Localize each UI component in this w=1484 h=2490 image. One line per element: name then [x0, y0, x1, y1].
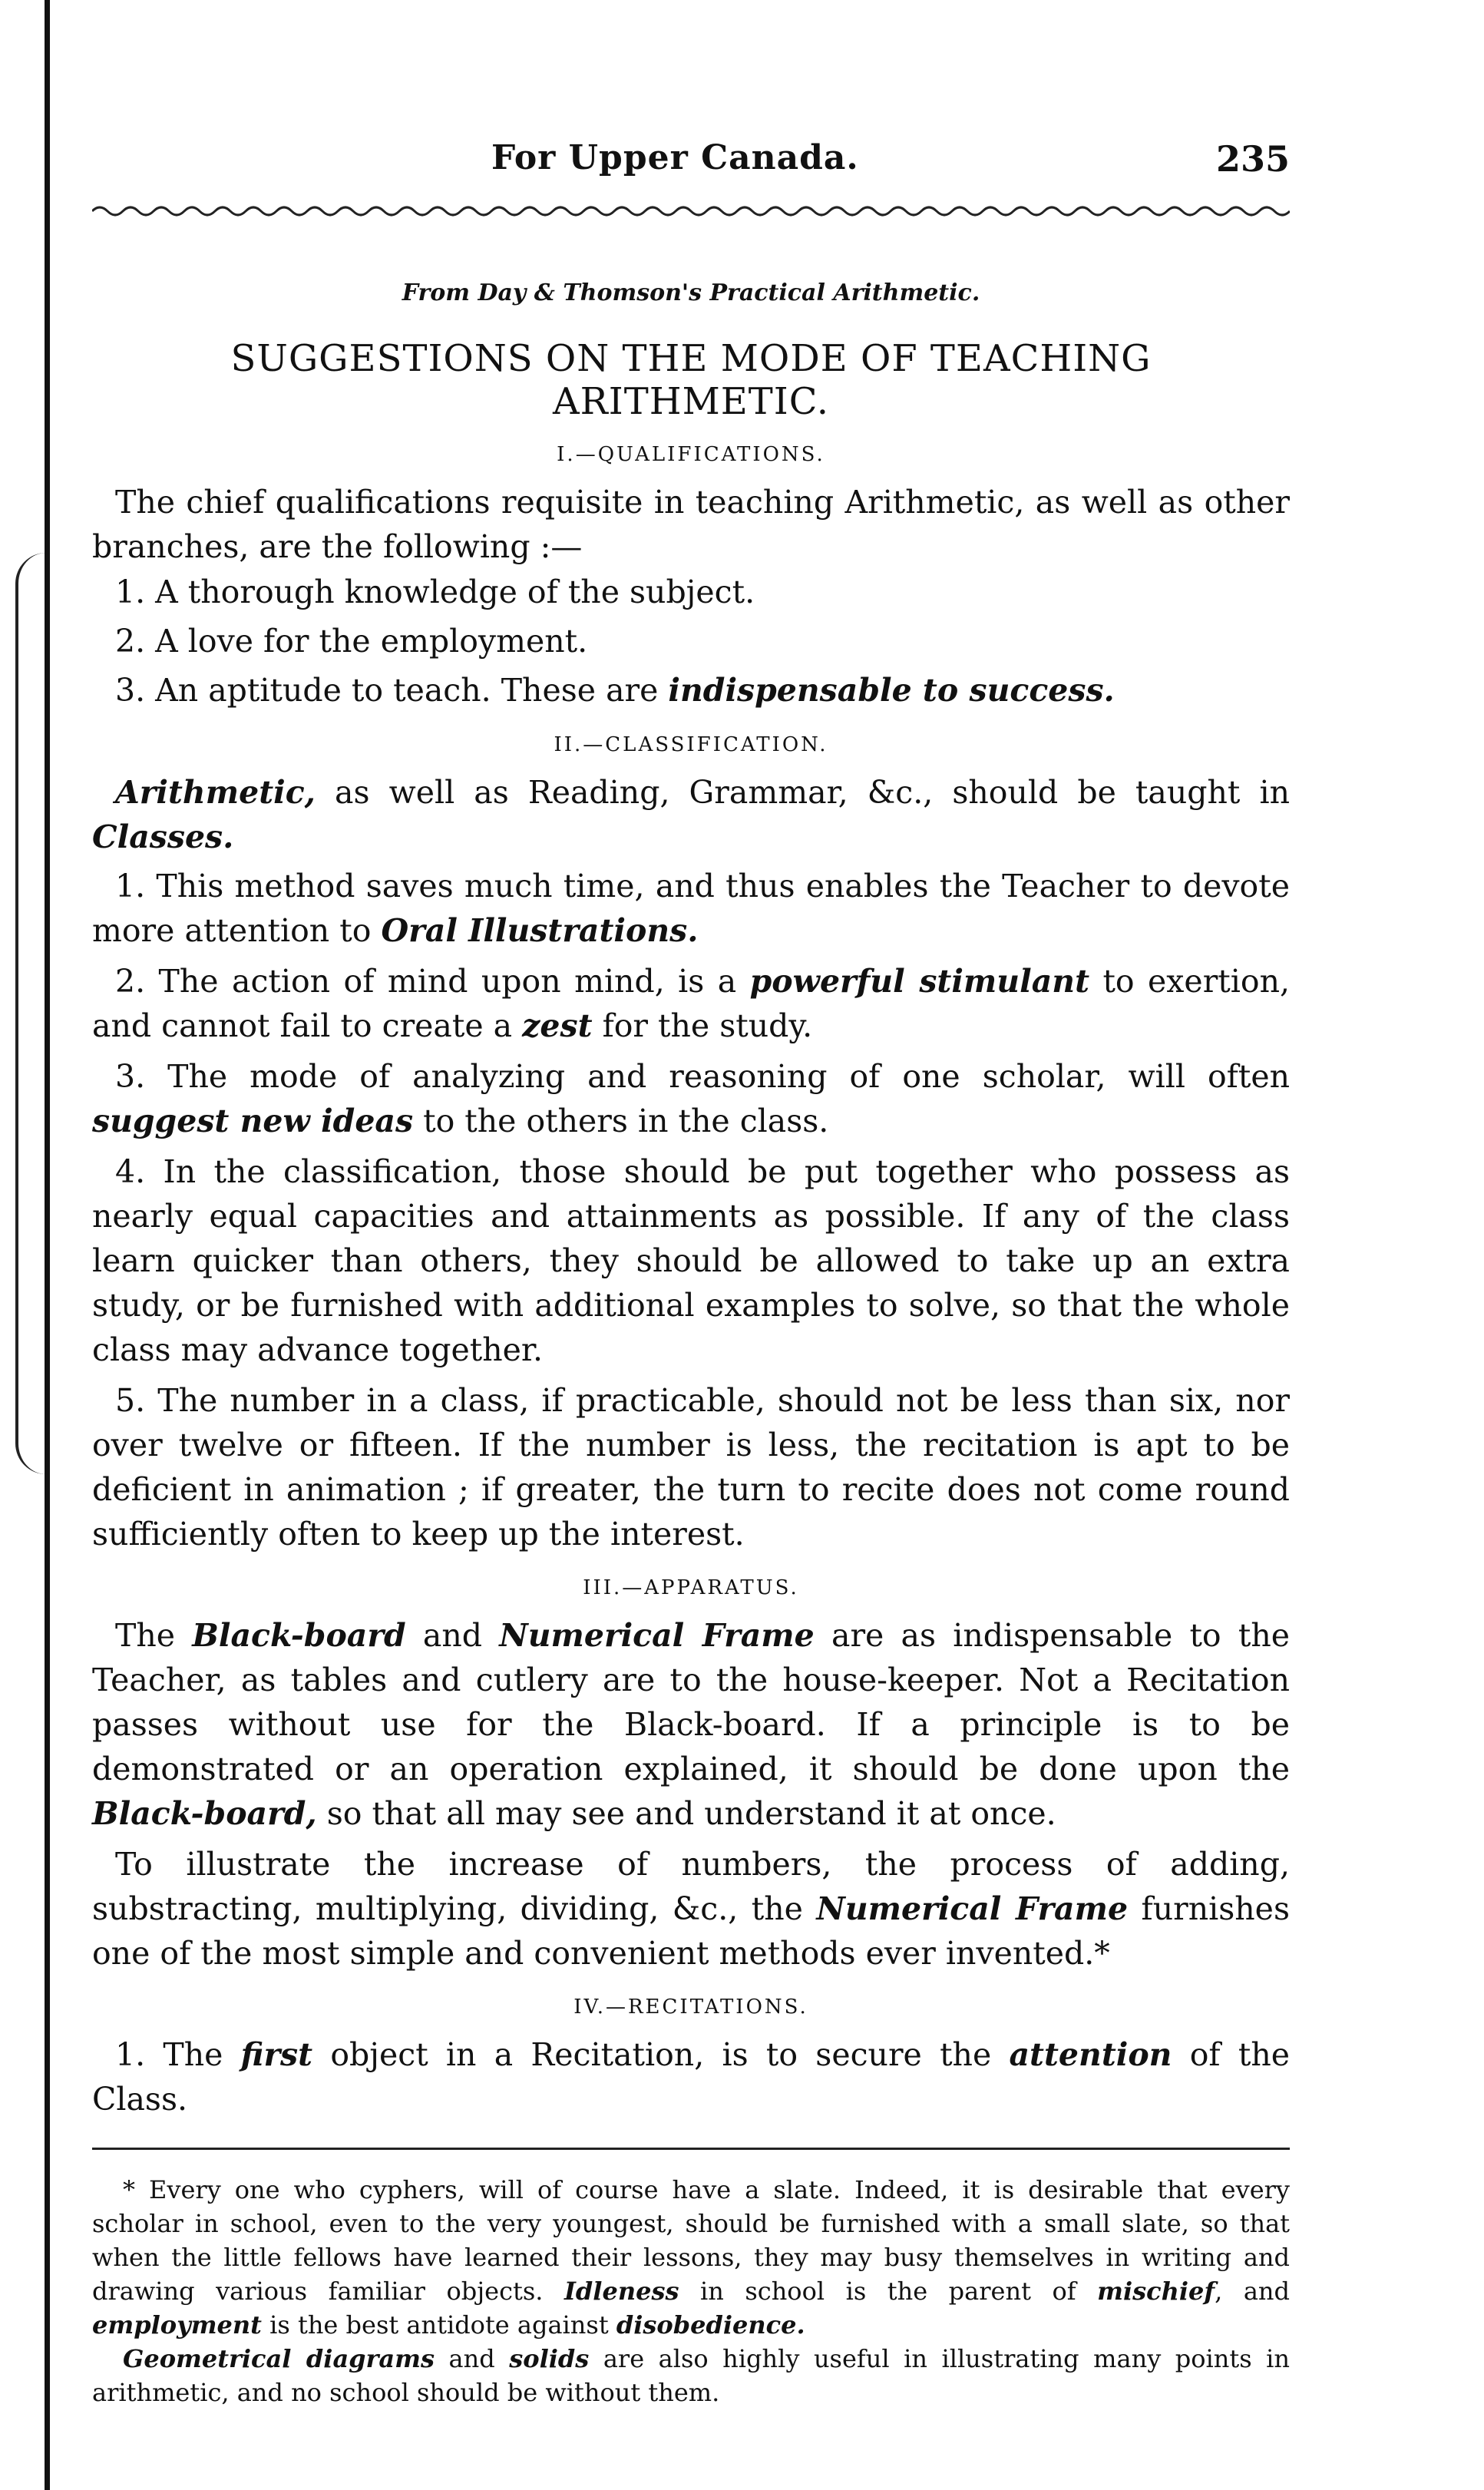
footnote-p1-text-a: * Every one who cyphers, will of course have a slate. Indeed, it is desirable that every scholar in school, even to the very youngest, should be furnished with a small slate, so that when the little fellows have learned their lessons, they may busy themselves in writing and drawing various familiar objects. [92, 2175, 1290, 2306]
classification-point-2-emph-b: zest [522, 1007, 593, 1044]
page-curve-shadow [15, 553, 49, 1474]
apparatus-p1-text-b: and [405, 1617, 500, 1654]
classification-point-2-text-c: for the study. [592, 1007, 813, 1044]
wavy-rule [92, 200, 1290, 223]
apparatus-paragraph-2 [92, 1842, 1290, 1976]
apparatus-p1-text-c: are as indispensable to the Teacher, as tables and cutlery are to the house-keeper. Not a Recitation passes without use for the Black-board. If a principle is to be demonstrated or an operation explained, it should be done upon the [92, 1617, 1290, 1787]
classification-point-1-text: 1. This method saves much time, and thus enables the Teacher to devote more attention to [92, 868, 1290, 949]
qualification-item-2: 2. A love for the employment. [115, 623, 588, 660]
footnote-p1-text-d: is the best antidote against [261, 2310, 616, 2340]
source-line: From Day & Thomson's Practical Arithmetic. [402, 279, 980, 306]
footnote-rule [92, 2148, 1290, 2150]
recitations-point-1 [92, 2032, 1290, 2121]
apparatus-p2-emph: Numerical Frame [816, 1890, 1129, 1927]
footnote-p1-emph-d: disobedience. [616, 2310, 805, 2340]
apparatus-p1-emph-c: Black-board, [92, 1795, 317, 1832]
footnote-p2-emph-b: solids [509, 2344, 590, 2373]
footnote-p1-emph-a: Idleness [564, 2277, 679, 2306]
qualifications-intro: The chief qualifications requisite in teaching Arithmetic, as well as other branches, are the following :— [92, 484, 1290, 565]
apparatus-p1-emph-a: Black-board [192, 1617, 406, 1654]
recitations-p1-text-a: 1. The [115, 2036, 241, 2073]
classification-intro [92, 770, 1290, 859]
classification-point-3 [92, 1054, 1290, 1143]
running-title: For Upper Canada. [491, 138, 859, 177]
classification-point-3-text-a: 3. The mode of analyzing and reasoning of one scholar, will often [115, 1058, 1290, 1095]
section-heading-recitations: IV.—RECITATIONS. [573, 1996, 808, 2019]
recitations-p1-emph-a: first [240, 2036, 313, 2073]
footnote-paragraph-1 [92, 2173, 1290, 2342]
classification-point-2-text-b: to exertion, and cannot fail to create a [92, 963, 1291, 1044]
page-number: 235 [1215, 138, 1290, 180]
qualification-item-1: 1. A thorough knowledge of the subject. [115, 574, 755, 610]
classification-point-2-text-a: 2. The action of mind upon mind, is a [115, 963, 750, 1000]
apparatus-paragraph-1 [92, 1613, 1290, 1836]
footnote-p1-emph-b: mischief [1097, 2277, 1215, 2306]
footnote-p1-text-b: in school is the parent of [679, 2277, 1098, 2306]
footnote-p1-text-c: , and [1215, 2277, 1290, 2306]
footnote-p2-text-b: are also highly useful in illustrating many points in arithmetic, and no school should be without them. [92, 2344, 1291, 2407]
apparatus-p2-text-a: To illustrate the increase of numbers, the process of adding, substracting, multiplying, dividing, &c., the [92, 1846, 1290, 1927]
footnote-p2-text-a: and [435, 2344, 510, 2373]
recitations-p1-text-c: of the Class. [92, 2036, 1291, 2118]
footnote-p1-emph-c: employment [92, 2310, 262, 2340]
footnote-p2-emph-a: Geometrical diagrams [123, 2344, 435, 2373]
recitations-p1-emph-b: attention [1009, 2036, 1172, 2073]
recitations-p1-text-b: object in a Recitation, is to secure the [312, 2036, 1010, 2073]
article-title: SUGGESTIONS ON THE MODE OF TEACHING ARITHMETIC. [230, 337, 1152, 423]
qualification-item-3-emphasis: indispensable to success. [668, 672, 1115, 709]
apparatus-p1-emph-b: Numerical Frame [499, 1617, 815, 1654]
classification-point-3-text-b: to the others in the class. [413, 1103, 829, 1139]
footnote-paragraph-2 [92, 2342, 1290, 2409]
apparatus-p2-text-b: furnishes one of the most simple and convenient methods ever invented.* [92, 1890, 1290, 1972]
classification-point-4: 4. In the classification, those should be put together who possess as nearly equal capacities and attainments as possible. If any of the class learn quicker than others, they should be allowed to take up an extra study, or be furnished with additional examples to solve, so that the whole class may advance together. [92, 1153, 1290, 1368]
apparatus-p1-text-d: so that all may see and understand it at once. [316, 1795, 1056, 1832]
classification-point-3-emph: suggest new ideas [92, 1103, 414, 1139]
classification-intro-emph-b: Classes. [92, 818, 234, 855]
page-content [92, 138, 1290, 2409]
classification-point-5: 5. The number in a class, if practicable, should not be less than six, nor over twelve or fifteen. If the number is less, the recitation is apt to be deficient in animation ; if greater, the turn to recite does not come round sufficiently often to keep up the interest. [92, 1382, 1290, 1553]
classification-point-2-emph-a: powerful stimulant [749, 963, 1090, 1000]
qualification-item-3-text: 3. An aptitude to teach. These are [115, 672, 669, 709]
classification-intro-emph-a: Arithmetic, [115, 774, 316, 811]
classification-intro-text: as well as Reading, Grammar, &c., should be taught in [315, 774, 1290, 811]
apparatus-p1-text-a: The [115, 1617, 193, 1654]
section-heading-apparatus: III.—APPARATUS. [583, 1576, 799, 1599]
classification-point-2 [92, 959, 1290, 1048]
running-head [92, 138, 1290, 192]
section-heading-qualifications: I.—QUALIFICATIONS. [557, 443, 825, 466]
section-heading-classification: II.—CLASSIFICATION. [554, 733, 828, 756]
classification-point-1 [92, 864, 1290, 953]
classification-point-1-emph: Oral Illustrations. [381, 912, 699, 949]
qualification-item-3 [115, 667, 1290, 713]
